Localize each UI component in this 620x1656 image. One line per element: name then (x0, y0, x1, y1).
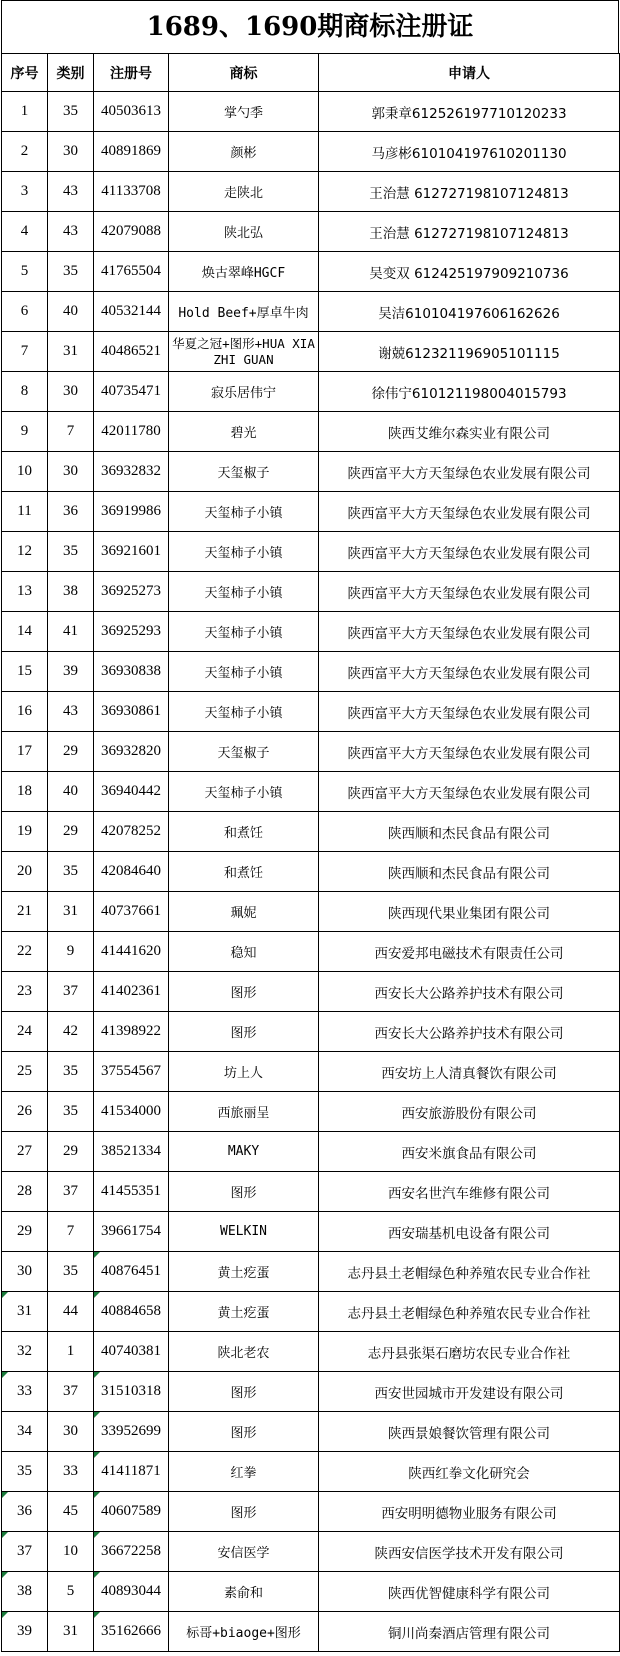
table-row (2, 252, 620, 292)
cell-serial: 2 (2, 132, 48, 172)
cell-serial: 23 (2, 972, 48, 1012)
cell-reg-number: 36940442 (94, 772, 169, 812)
header-serial: 序号 (2, 54, 48, 92)
table-row (2, 132, 620, 172)
cell-trademark: 安信医学 (169, 1532, 319, 1572)
cell-serial: 26 (2, 1092, 48, 1132)
table-row (2, 812, 620, 852)
cell-trademark: 图形 (169, 1372, 319, 1412)
cell-trademark: 和煮饪 (169, 812, 319, 852)
cell-applicant: 陕西顺和杰民食品有限公司 (319, 812, 620, 852)
table-row (2, 1132, 620, 1172)
table-row (2, 852, 620, 892)
cell-trademark: 掌勺季 (169, 92, 319, 132)
cell-reg-number: 40737661 (94, 892, 169, 932)
cell-applicant: 陕西红拳文化研究会 (319, 1452, 620, 1492)
cell-class: 30 (48, 132, 94, 172)
table-row (2, 1332, 620, 1372)
cell-reg-number: 40486521 (94, 332, 169, 372)
cell-applicant: 西安米旗食品有限公司 (319, 1132, 620, 1172)
cell-serial: 21 (2, 892, 48, 932)
cell-class: 35 (48, 1252, 94, 1292)
cell-trademark: WELKIN (169, 1212, 319, 1252)
cell-class: 40 (48, 292, 94, 332)
cell-reg-number: 36925293 (94, 612, 169, 652)
table-row (2, 372, 620, 412)
table-row (2, 1172, 620, 1212)
cell-trademark: 珮妮 (169, 892, 319, 932)
cell-applicant: 徐伟宁610121198004015793 (319, 372, 620, 412)
cell-trademark: 陕北老农 (169, 1332, 319, 1372)
cell-class: 36 (48, 492, 94, 532)
cell-serial: 31 (2, 1292, 48, 1332)
cell-trademark: 图形 (169, 972, 319, 1012)
table-row (2, 932, 620, 972)
cell-applicant: 西安名世汽车维修有限公司 (319, 1172, 620, 1212)
cell-serial: 30 (2, 1252, 48, 1292)
cell-serial: 24 (2, 1012, 48, 1052)
table-row (2, 212, 620, 252)
cell-reg-number: 36925273 (94, 572, 169, 612)
cell-reg-number: 41398922 (94, 1012, 169, 1052)
table-row (2, 1372, 620, 1412)
cell-class: 38 (48, 572, 94, 612)
cell-reg-number: 37554567 (94, 1052, 169, 1092)
cell-applicant: 陕西富平大方天玺绿色农业发展有限公司 (319, 692, 620, 732)
cell-serial: 32 (2, 1332, 48, 1372)
cell-class: 31 (48, 1612, 94, 1652)
cell-serial: 22 (2, 932, 48, 972)
cell-applicant: 陕西富平大方天玺绿色农业发展有限公司 (319, 452, 620, 492)
table-row (2, 692, 620, 732)
cell-class: 5 (48, 1572, 94, 1612)
table-row (2, 1532, 620, 1572)
cell-applicant: 吴洁610104197606162626 (319, 292, 620, 332)
cell-class: 35 (48, 852, 94, 892)
cell-reg-number: 42079088 (94, 212, 169, 252)
cell-trademark: 陕北弘 (169, 212, 319, 252)
cell-class: 44 (48, 1292, 94, 1332)
cell-applicant: 陕西富平大方天玺绿色农业发展有限公司 (319, 732, 620, 772)
table-row (2, 572, 620, 612)
header-applicant: 申请人 (319, 54, 620, 92)
cell-trademark: 天玺椒子 (169, 732, 319, 772)
cell-serial: 20 (2, 852, 48, 892)
table-row (2, 1412, 620, 1452)
cell-class: 1 (48, 1332, 94, 1372)
cell-class: 31 (48, 892, 94, 932)
cell-applicant: 志丹县土老帽绿色种养殖农民专业合作社 (319, 1252, 620, 1292)
cell-reg-number: 41455351 (94, 1172, 169, 1212)
cell-trademark: 碧光 (169, 412, 319, 452)
cell-reg-number: 40884658 (94, 1292, 169, 1332)
cell-reg-number: 41765504 (94, 252, 169, 292)
cell-applicant: 王治慧 612727198107124813 (319, 212, 620, 252)
cell-trademark: 天玺椒子 (169, 452, 319, 492)
cell-reg-number: 40876451 (94, 1252, 169, 1292)
cell-trademark: 图形 (169, 1492, 319, 1532)
cell-serial: 27 (2, 1132, 48, 1172)
cell-trademark: 寂乐居伟宁 (169, 372, 319, 412)
header-trademark: 商标 (169, 54, 319, 92)
header-class: 类别 (48, 54, 94, 92)
table-row (2, 1212, 620, 1252)
cell-reg-number: 40735471 (94, 372, 169, 412)
cell-serial: 10 (2, 452, 48, 492)
cell-class: 41 (48, 612, 94, 652)
cell-applicant: 陕西景娘餐饮管理有限公司 (319, 1412, 620, 1452)
cell-serial: 37 (2, 1532, 48, 1572)
cell-applicant: 西安世园城市开发建设有限公司 (319, 1372, 620, 1412)
cell-serial: 33 (2, 1372, 48, 1412)
cell-applicant: 陕西富平大方天玺绿色农业发展有限公司 (319, 492, 620, 532)
cell-serial: 35 (2, 1452, 48, 1492)
cell-serial: 12 (2, 532, 48, 572)
cell-applicant: 陕西现代果业集团有限公司 (319, 892, 620, 932)
cell-applicant: 志丹县土老帽绿色种养殖农民专业合作社 (319, 1292, 620, 1332)
cell-serial: 34 (2, 1412, 48, 1452)
table-row (2, 1052, 620, 1092)
cell-serial: 28 (2, 1172, 48, 1212)
cell-trademark: MAKY (169, 1132, 319, 1172)
cell-trademark: 颜彬 (169, 132, 319, 172)
cell-class: 35 (48, 92, 94, 132)
cell-serial: 36 (2, 1492, 48, 1532)
cell-serial: 15 (2, 652, 48, 692)
cell-class: 7 (48, 412, 94, 452)
table-row (2, 1092, 620, 1132)
cell-applicant: 陕西富平大方天玺绿色农业发展有限公司 (319, 612, 620, 652)
cell-reg-number: 41133708 (94, 172, 169, 212)
cell-class: 37 (48, 972, 94, 1012)
cell-reg-number: 33952699 (94, 1412, 169, 1452)
cell-applicant: 吴变双 612425197909210736 (319, 252, 620, 292)
cell-class: 30 (48, 1412, 94, 1452)
cell-serial: 13 (2, 572, 48, 612)
header-reg-number: 注册号 (94, 54, 169, 92)
cell-applicant: 陕西富平大方天玺绿色农业发展有限公司 (319, 532, 620, 572)
cell-reg-number: 35162666 (94, 1612, 169, 1652)
cell-serial: 7 (2, 332, 48, 372)
cell-applicant: 志丹县张渠石磨坊农民专业合作社 (319, 1332, 620, 1372)
cell-applicant: 西安旅游股份有限公司 (319, 1092, 620, 1132)
cell-applicant: 谢兢612321196905101115 (319, 332, 620, 372)
cell-reg-number: 41534000 (94, 1092, 169, 1132)
cell-applicant: 西安长大公路养护技术有限公司 (319, 1012, 620, 1052)
cell-class: 10 (48, 1532, 94, 1572)
cell-serial: 5 (2, 252, 48, 292)
cell-trademark: 和煮饪 (169, 852, 319, 892)
table-row (2, 652, 620, 692)
cell-applicant: 陕西富平大方天玺绿色农业发展有限公司 (319, 652, 620, 692)
cell-reg-number: 42084640 (94, 852, 169, 892)
cell-class: 35 (48, 252, 94, 292)
table-row (2, 292, 620, 332)
table-body (2, 92, 620, 1652)
cell-trademark: 标哥+biaoge+图形 (169, 1612, 319, 1652)
cell-trademark: 稳知 (169, 932, 319, 972)
cell-serial: 14 (2, 612, 48, 652)
cell-applicant: 陕西安信医学技术开发有限公司 (319, 1532, 620, 1572)
cell-class: 45 (48, 1492, 94, 1532)
cell-reg-number: 39661754 (94, 1212, 169, 1252)
cell-applicant: 西安瑞基机电设备有限公司 (319, 1212, 620, 1252)
table-row (2, 1012, 620, 1052)
cell-class: 37 (48, 1372, 94, 1412)
cell-class: 43 (48, 172, 94, 212)
cell-class: 29 (48, 732, 94, 772)
cell-serial: 6 (2, 292, 48, 332)
cell-serial: 3 (2, 172, 48, 212)
cell-reg-number: 31510318 (94, 1372, 169, 1412)
table-row (2, 92, 620, 132)
cell-reg-number: 40532144 (94, 292, 169, 332)
cell-trademark: 天玺柿子小镇 (169, 692, 319, 732)
cell-reg-number: 40893044 (94, 1572, 169, 1612)
cell-reg-number: 38521334 (94, 1132, 169, 1172)
cell-trademark: 西旅丽呈 (169, 1092, 319, 1132)
cell-serial: 16 (2, 692, 48, 732)
cell-serial: 19 (2, 812, 48, 852)
cell-trademark: 坊上人 (169, 1052, 319, 1092)
cell-applicant: 西安坊上人清真餐饮有限公司 (319, 1052, 620, 1092)
cell-class: 39 (48, 652, 94, 692)
cell-serial: 8 (2, 372, 48, 412)
cell-trademark: 华夏之冠+图形+HUA XIA ZHI GUAN (169, 332, 319, 372)
table-row (2, 532, 620, 572)
cell-serial: 29 (2, 1212, 48, 1252)
table-row (2, 1292, 620, 1332)
table-row (2, 172, 620, 212)
cell-serial: 17 (2, 732, 48, 772)
cell-reg-number: 36930838 (94, 652, 169, 692)
cell-reg-number: 36921601 (94, 532, 169, 572)
cell-applicant: 陕西富平大方天玺绿色农业发展有限公司 (319, 572, 620, 612)
cell-applicant: 郭秉章612526197710120233 (319, 92, 620, 132)
cell-applicant: 西安明明德物业服务有限公司 (319, 1492, 620, 1532)
cell-class: 29 (48, 1132, 94, 1172)
table-row (2, 972, 620, 1012)
cell-reg-number: 40740381 (94, 1332, 169, 1372)
cell-reg-number: 40503613 (94, 92, 169, 132)
cell-class: 40 (48, 772, 94, 812)
cell-reg-number: 42078252 (94, 812, 169, 852)
cell-trademark: Hold Beef+厚卓牛肉 (169, 292, 319, 332)
cell-applicant: 陕西艾维尔森实业有限公司 (319, 412, 620, 452)
cell-trademark: 天玺柿子小镇 (169, 532, 319, 572)
cell-reg-number: 36930861 (94, 692, 169, 732)
cell-class: 35 (48, 532, 94, 572)
cell-applicant: 陕西顺和杰民食品有限公司 (319, 852, 620, 892)
cell-class: 30 (48, 372, 94, 412)
table-row (2, 1572, 620, 1612)
cell-trademark: 天玺柿子小镇 (169, 572, 319, 612)
table-row (2, 1492, 620, 1532)
cell-class: 43 (48, 692, 94, 732)
cell-class: 33 (48, 1452, 94, 1492)
cell-reg-number: 36932820 (94, 732, 169, 772)
table-row (2, 772, 620, 812)
cell-reg-number: 36919986 (94, 492, 169, 532)
cell-class: 37 (48, 1172, 94, 1212)
cell-applicant: 铜川尚秦酒店管理有限公司 (319, 1612, 620, 1652)
page-title: 1689、1690期商标注册证 (1, 0, 619, 53)
cell-applicant: 王治慧 612727198107124813 (319, 172, 620, 212)
cell-class: 7 (48, 1212, 94, 1252)
cell-trademark: 焕古翠峰HGCF (169, 252, 319, 292)
cell-trademark: 红拳 (169, 1452, 319, 1492)
cell-reg-number: 42011780 (94, 412, 169, 452)
cell-trademark: 素俞和 (169, 1572, 319, 1612)
table-row (2, 732, 620, 772)
table-row (2, 1452, 620, 1492)
cell-reg-number: 41411871 (94, 1452, 169, 1492)
cell-trademark: 黄土疙蛋 (169, 1292, 319, 1332)
table-row (2, 492, 620, 532)
trademark-sheet (1, 0, 619, 1652)
cell-serial: 4 (2, 212, 48, 252)
cell-trademark: 天玺柿子小镇 (169, 492, 319, 532)
cell-applicant: 陕西优智健康科学有限公司 (319, 1572, 620, 1612)
table-row (2, 452, 620, 492)
cell-class: 30 (48, 452, 94, 492)
cell-applicant: 马彦彬610104197610201130 (319, 132, 620, 172)
cell-class: 9 (48, 932, 94, 972)
cell-serial: 39 (2, 1612, 48, 1652)
cell-applicant: 西安长大公路养护技术有限公司 (319, 972, 620, 1012)
cell-serial: 25 (2, 1052, 48, 1092)
cell-reg-number: 36932832 (94, 452, 169, 492)
cell-applicant: 陕西富平大方天玺绿色农业发展有限公司 (319, 772, 620, 812)
table-row (2, 612, 620, 652)
trademark-table (1, 53, 620, 1652)
cell-trademark: 图形 (169, 1172, 319, 1212)
cell-reg-number: 41441620 (94, 932, 169, 972)
cell-reg-number: 40607589 (94, 1492, 169, 1532)
cell-serial: 9 (2, 412, 48, 452)
table-row (2, 332, 620, 372)
cell-trademark: 天玺柿子小镇 (169, 612, 319, 652)
cell-reg-number: 41402361 (94, 972, 169, 1012)
cell-reg-number: 36672258 (94, 1532, 169, 1572)
cell-applicant: 西安爱邦电磁技术有限责任公司 (319, 932, 620, 972)
cell-trademark: 走陕北 (169, 172, 319, 212)
cell-serial: 18 (2, 772, 48, 812)
table-row (2, 892, 620, 932)
cell-trademark: 图形 (169, 1412, 319, 1452)
cell-trademark: 天玺柿子小镇 (169, 772, 319, 812)
cell-trademark: 黄土疙蛋 (169, 1252, 319, 1292)
cell-serial: 38 (2, 1572, 48, 1612)
cell-trademark: 天玺柿子小镇 (169, 652, 319, 692)
cell-class: 35 (48, 1052, 94, 1092)
cell-trademark: 图形 (169, 1012, 319, 1052)
cell-serial: 1 (2, 92, 48, 132)
cell-class: 42 (48, 1012, 94, 1052)
cell-class: 43 (48, 212, 94, 252)
table-row (2, 1612, 620, 1652)
table-row (2, 412, 620, 452)
table-header-row (2, 54, 620, 92)
cell-class: 35 (48, 1092, 94, 1132)
table-row (2, 1252, 620, 1292)
cell-class: 29 (48, 812, 94, 852)
cell-serial: 11 (2, 492, 48, 532)
cell-class: 31 (48, 332, 94, 372)
cell-reg-number: 40891869 (94, 132, 169, 172)
